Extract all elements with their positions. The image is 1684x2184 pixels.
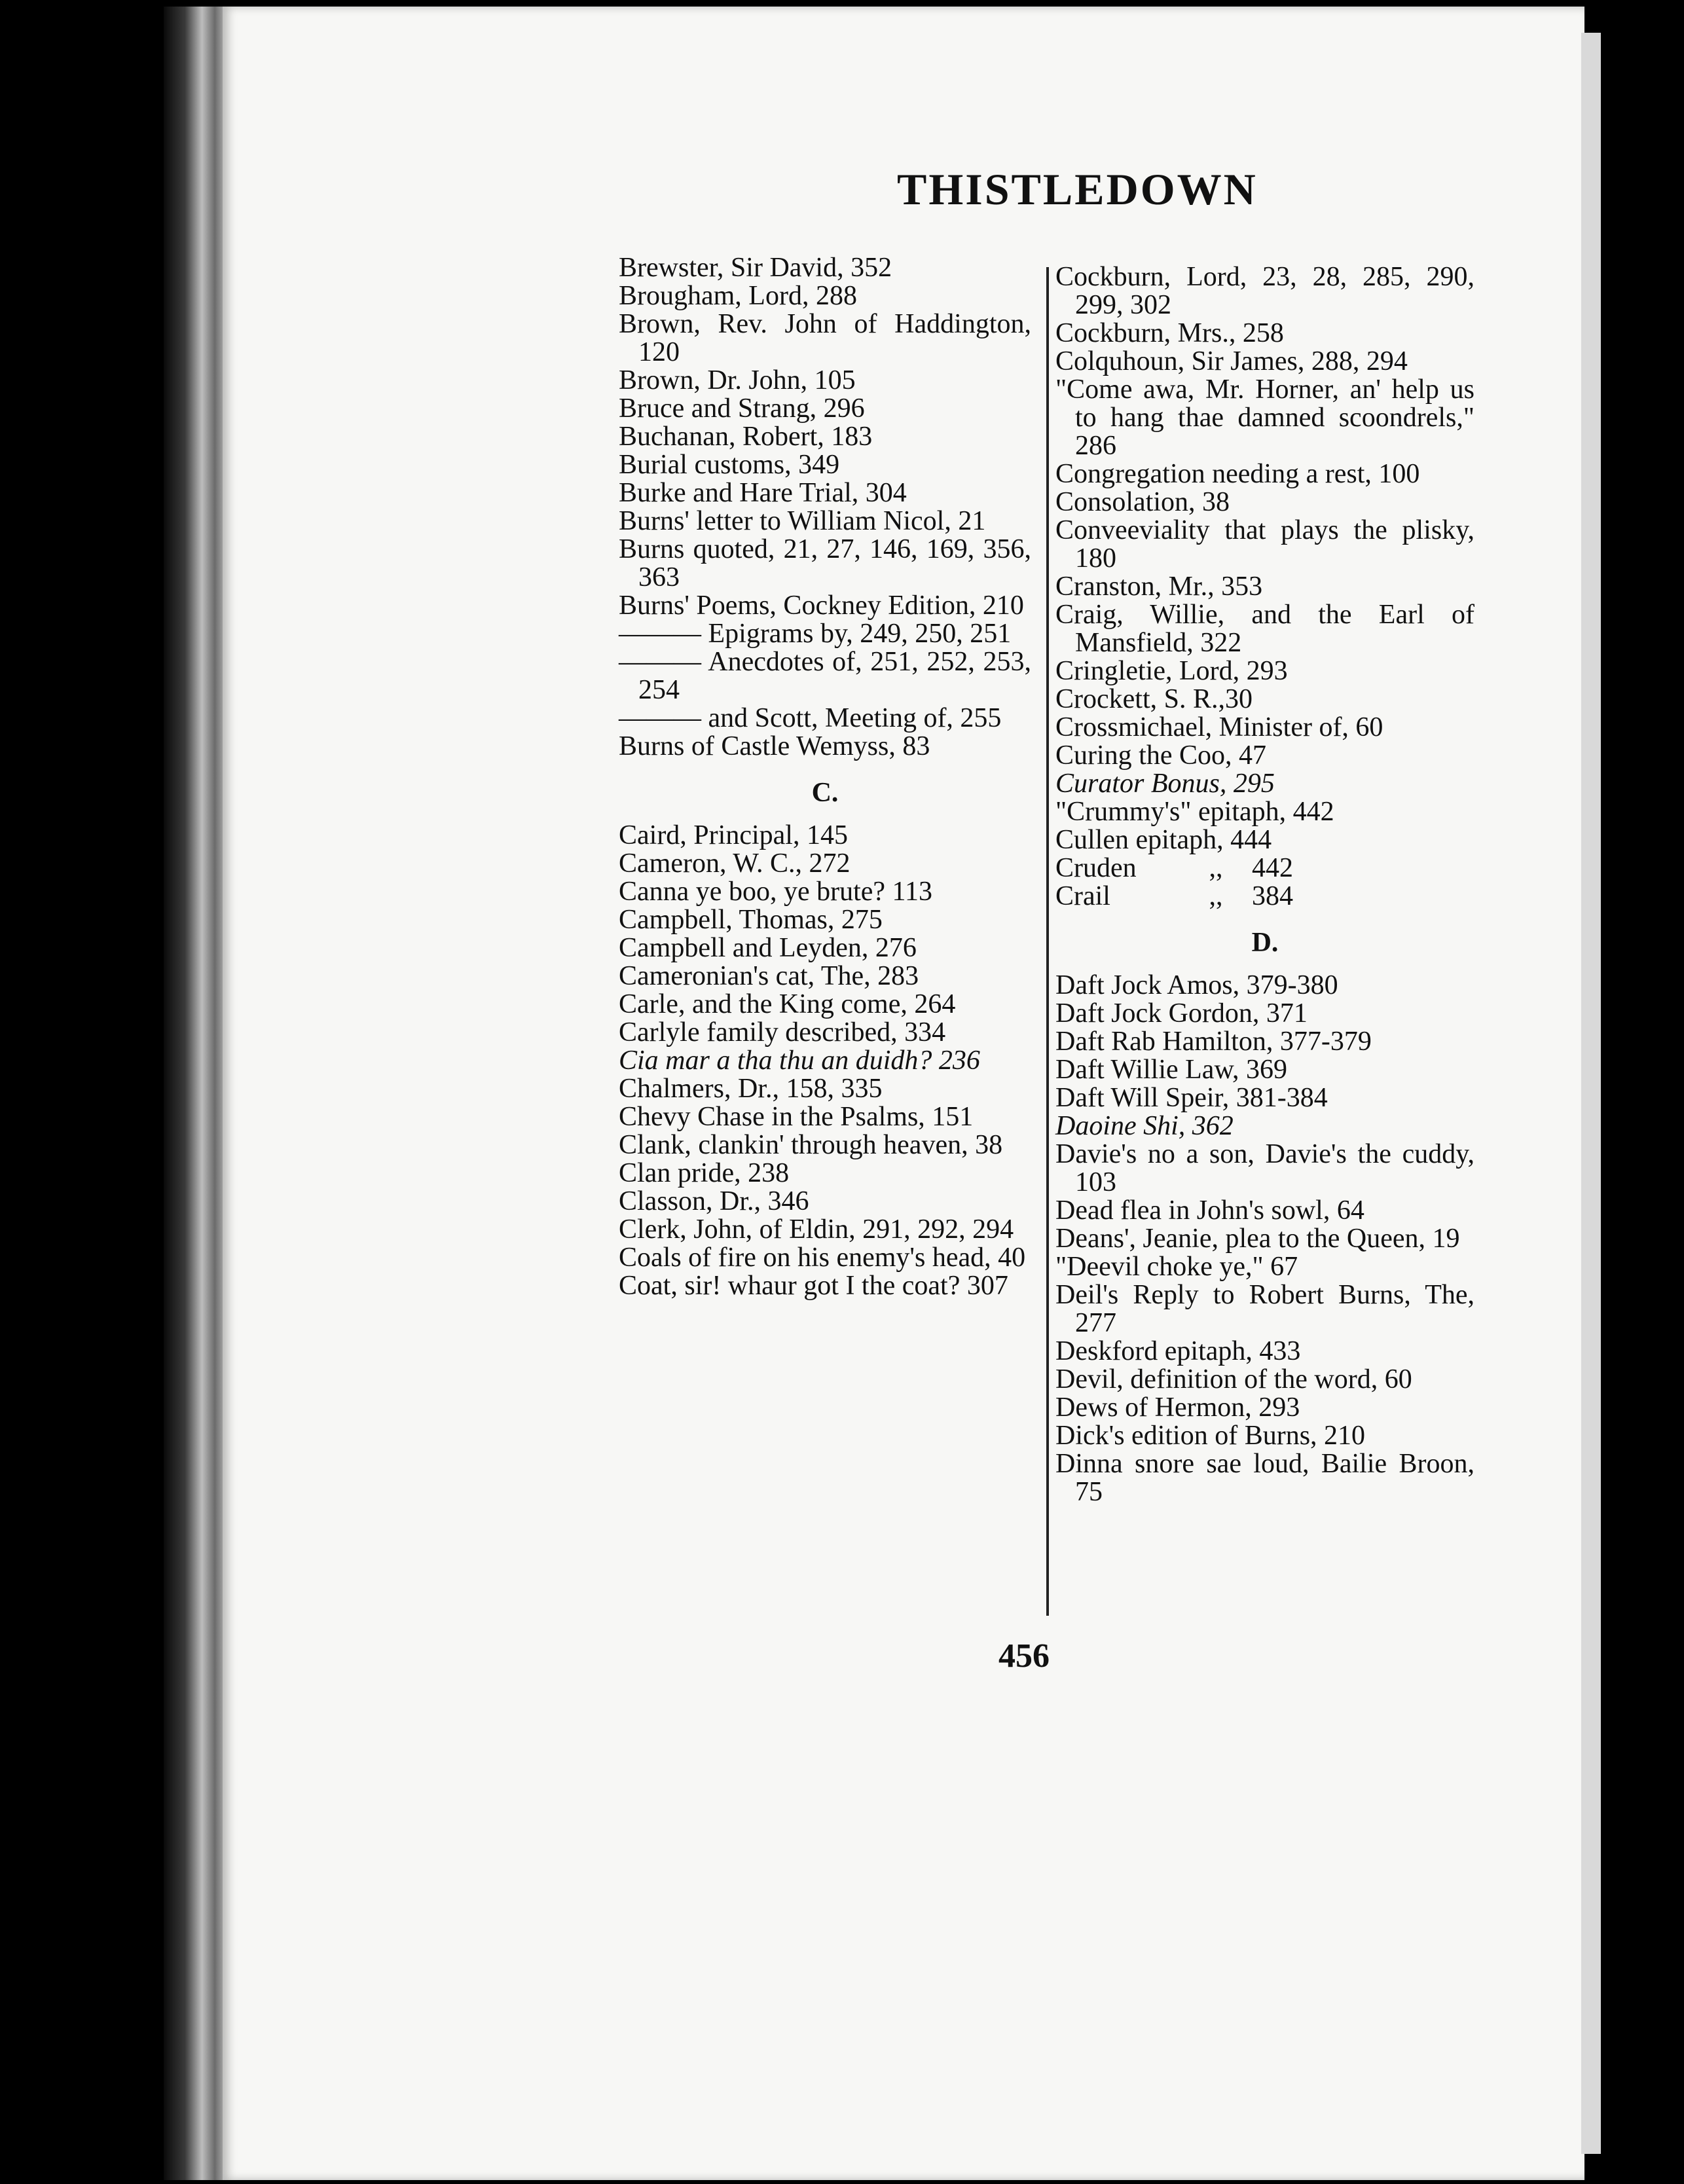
index-entry: Burns' Poems, Cockney Edition, 210 xyxy=(619,591,1024,621)
index-entry: Dews of Hermon, 293 xyxy=(1055,1392,1300,1423)
index-entry: Brougham, Lord, 288 xyxy=(619,281,857,311)
index-entry: Cameronian's cat, The, 283 xyxy=(619,961,919,991)
index-entry: Buchanan, Robert, 183 xyxy=(619,422,873,452)
index-entry: Daft Will Speir, 381-384 xyxy=(1055,1083,1328,1113)
index-column-left xyxy=(619,254,1031,1300)
index-entry: Cockburn, Mrs., 258 xyxy=(1055,318,1284,348)
index-entry: Canna ye boo, ye brute? 113 xyxy=(619,877,932,907)
facing-page-edge xyxy=(1581,33,1601,2154)
index-entry: ——— Epigrams by, 249, 250, 251 xyxy=(619,619,1012,649)
index-entry-ditto xyxy=(1055,854,1474,883)
entry-page: 442 xyxy=(1252,853,1293,883)
index-entry: Cockburn, Lord, 23, 28, 285, 290, 299, 302 xyxy=(1055,262,1474,320)
index-entry: Cringletie, Lord, 293 xyxy=(1055,656,1288,686)
entry-name: Crail xyxy=(1055,881,1110,911)
index-entry: Dinna snore sae loud, Bailie Broon, 75 xyxy=(1055,1449,1474,1507)
index-entry: Daft Willie Law, 369 xyxy=(1055,1055,1288,1085)
section-heading-c: C. xyxy=(811,778,839,808)
index-entry: Brewster, Sir David, 352 xyxy=(619,253,892,283)
index-entry: Daft Rab Hamilton, 377-379 xyxy=(1055,1027,1372,1057)
index-entry: Cia mar a tha thu an duidh? 236 xyxy=(619,1046,980,1076)
index-entry: Burns' letter to William Nicol, 21 xyxy=(619,506,986,536)
index-entry: "Crummy's" epitaph, 442 xyxy=(1055,797,1334,827)
index-entry: Congregation needing a rest, 100 xyxy=(1055,459,1420,489)
index-entry: Devil, definition of the word, 60 xyxy=(1055,1364,1412,1394)
index-entry: Dick's edition of Burns, 210 xyxy=(1055,1421,1366,1451)
index-entry: Curator Bonus, 295 xyxy=(1055,769,1275,799)
index-entry: Clerk, John, of Eldin, 291, 292, 294 xyxy=(619,1214,1014,1245)
ditto-mark: ,, xyxy=(1209,881,1223,911)
index-column-right xyxy=(1055,263,1474,1506)
index-entry: "Deevil choke ye," 67 xyxy=(1055,1252,1298,1282)
index-entry: Burial customs, 349 xyxy=(619,450,840,480)
index-entry: Crossmichael, Minister of, 60 xyxy=(1055,712,1383,742)
index-entry: Deskford epitaph, 433 xyxy=(1055,1336,1301,1366)
index-entry: Classon, Dr., 346 xyxy=(619,1186,809,1216)
running-header: THISTLEDOWN xyxy=(897,164,1258,214)
entry-page: 384 xyxy=(1252,881,1293,911)
index-entry: Carle, and the King come, 264 xyxy=(619,989,956,1019)
index-entry: Dead flea in John's sowl, 64 xyxy=(1055,1195,1364,1226)
index-entry: Crockett, S. R.,30 xyxy=(1055,684,1253,714)
index-entry: Conveeviality that plays the plisky, 180 xyxy=(1055,515,1474,573)
index-entry: Brown, Rev. John of Haddington, 120 xyxy=(619,309,1031,367)
index-entry: Caird, Principal, 145 xyxy=(619,820,848,850)
index-entry: ——— and Scott, Meeting of, 255 xyxy=(619,703,1002,733)
index-entry: Burns of Castle Wemyss, 83 xyxy=(619,731,930,761)
entry-name: Cruden xyxy=(1055,853,1137,883)
section-heading-d: D. xyxy=(1251,928,1279,958)
index-entry: Campbell and Leyden, 276 xyxy=(619,933,917,963)
index-entry: Brown, Dr. John, 105 xyxy=(619,365,856,395)
index-entry: Clan pride, 238 xyxy=(619,1158,790,1188)
column-divider xyxy=(1046,267,1049,1616)
index-entry-ditto xyxy=(1055,883,1474,911)
index-entry: Colquhoun, Sir James, 288, 294 xyxy=(1055,346,1408,376)
index-entry: Curing the Coo, 47 xyxy=(1055,740,1266,771)
index-entry: Chalmers, Dr., 158, 335 xyxy=(619,1074,883,1104)
index-entry: Campbell, Thomas, 275 xyxy=(619,905,883,935)
index-entry: Deil's Reply to Robert Burns, The, 277 xyxy=(1055,1280,1474,1338)
index-entry: Chevy Chase in the Psalms, 151 xyxy=(619,1102,974,1132)
index-entry: Cameron, W. C., 272 xyxy=(619,848,851,879)
index-entry: "Come awa, Mr. Horner, an' help us to hang thae damned scoondrels," 286 xyxy=(1055,374,1474,461)
index-entry: Coals of fire on his enemy's head, 40 xyxy=(619,1243,1026,1273)
index-entry: ——— Anecdotes of, 251, 252, 253, 254 xyxy=(619,647,1031,705)
index-entry: Cranston, Mr., 353 xyxy=(1055,572,1263,602)
index-entry: Burns quoted, 21, 27, 146, 169, 356, 363 xyxy=(619,534,1031,592)
index-entry: Deans', Jeanie, plea to the Queen, 19 xyxy=(1055,1224,1460,1254)
ditto-mark: ,, xyxy=(1209,853,1223,883)
index-entry: Davie's no a son, Davie's the cuddy, 103 xyxy=(1055,1139,1474,1197)
index-entry: Craig, Willie, and the Earl of Mansfield, 322 xyxy=(1055,600,1474,658)
page-number: 456 xyxy=(998,1637,1050,1675)
index-entry: Cullen epitaph, 444 xyxy=(1055,825,1272,855)
index-entry: Daft Jock Amos, 379-380 xyxy=(1055,970,1338,1000)
index-entry: Clank, clankin' through heaven, 38 xyxy=(619,1130,1003,1160)
index-entry: Daft Jock Gordon, 371 xyxy=(1055,998,1308,1028)
index-entry: Bruce and Strang, 296 xyxy=(619,393,865,424)
index-entry: Carlyle family described, 334 xyxy=(619,1017,946,1047)
index-entry: Daoine Shi, 362 xyxy=(1055,1111,1234,1141)
index-entry: Coat, sir! whaur got I the coat? 307 xyxy=(619,1271,1008,1301)
index-entry: Consolation, 38 xyxy=(1055,487,1230,517)
index-entry: Burke and Hare Trial, 304 xyxy=(619,478,907,508)
